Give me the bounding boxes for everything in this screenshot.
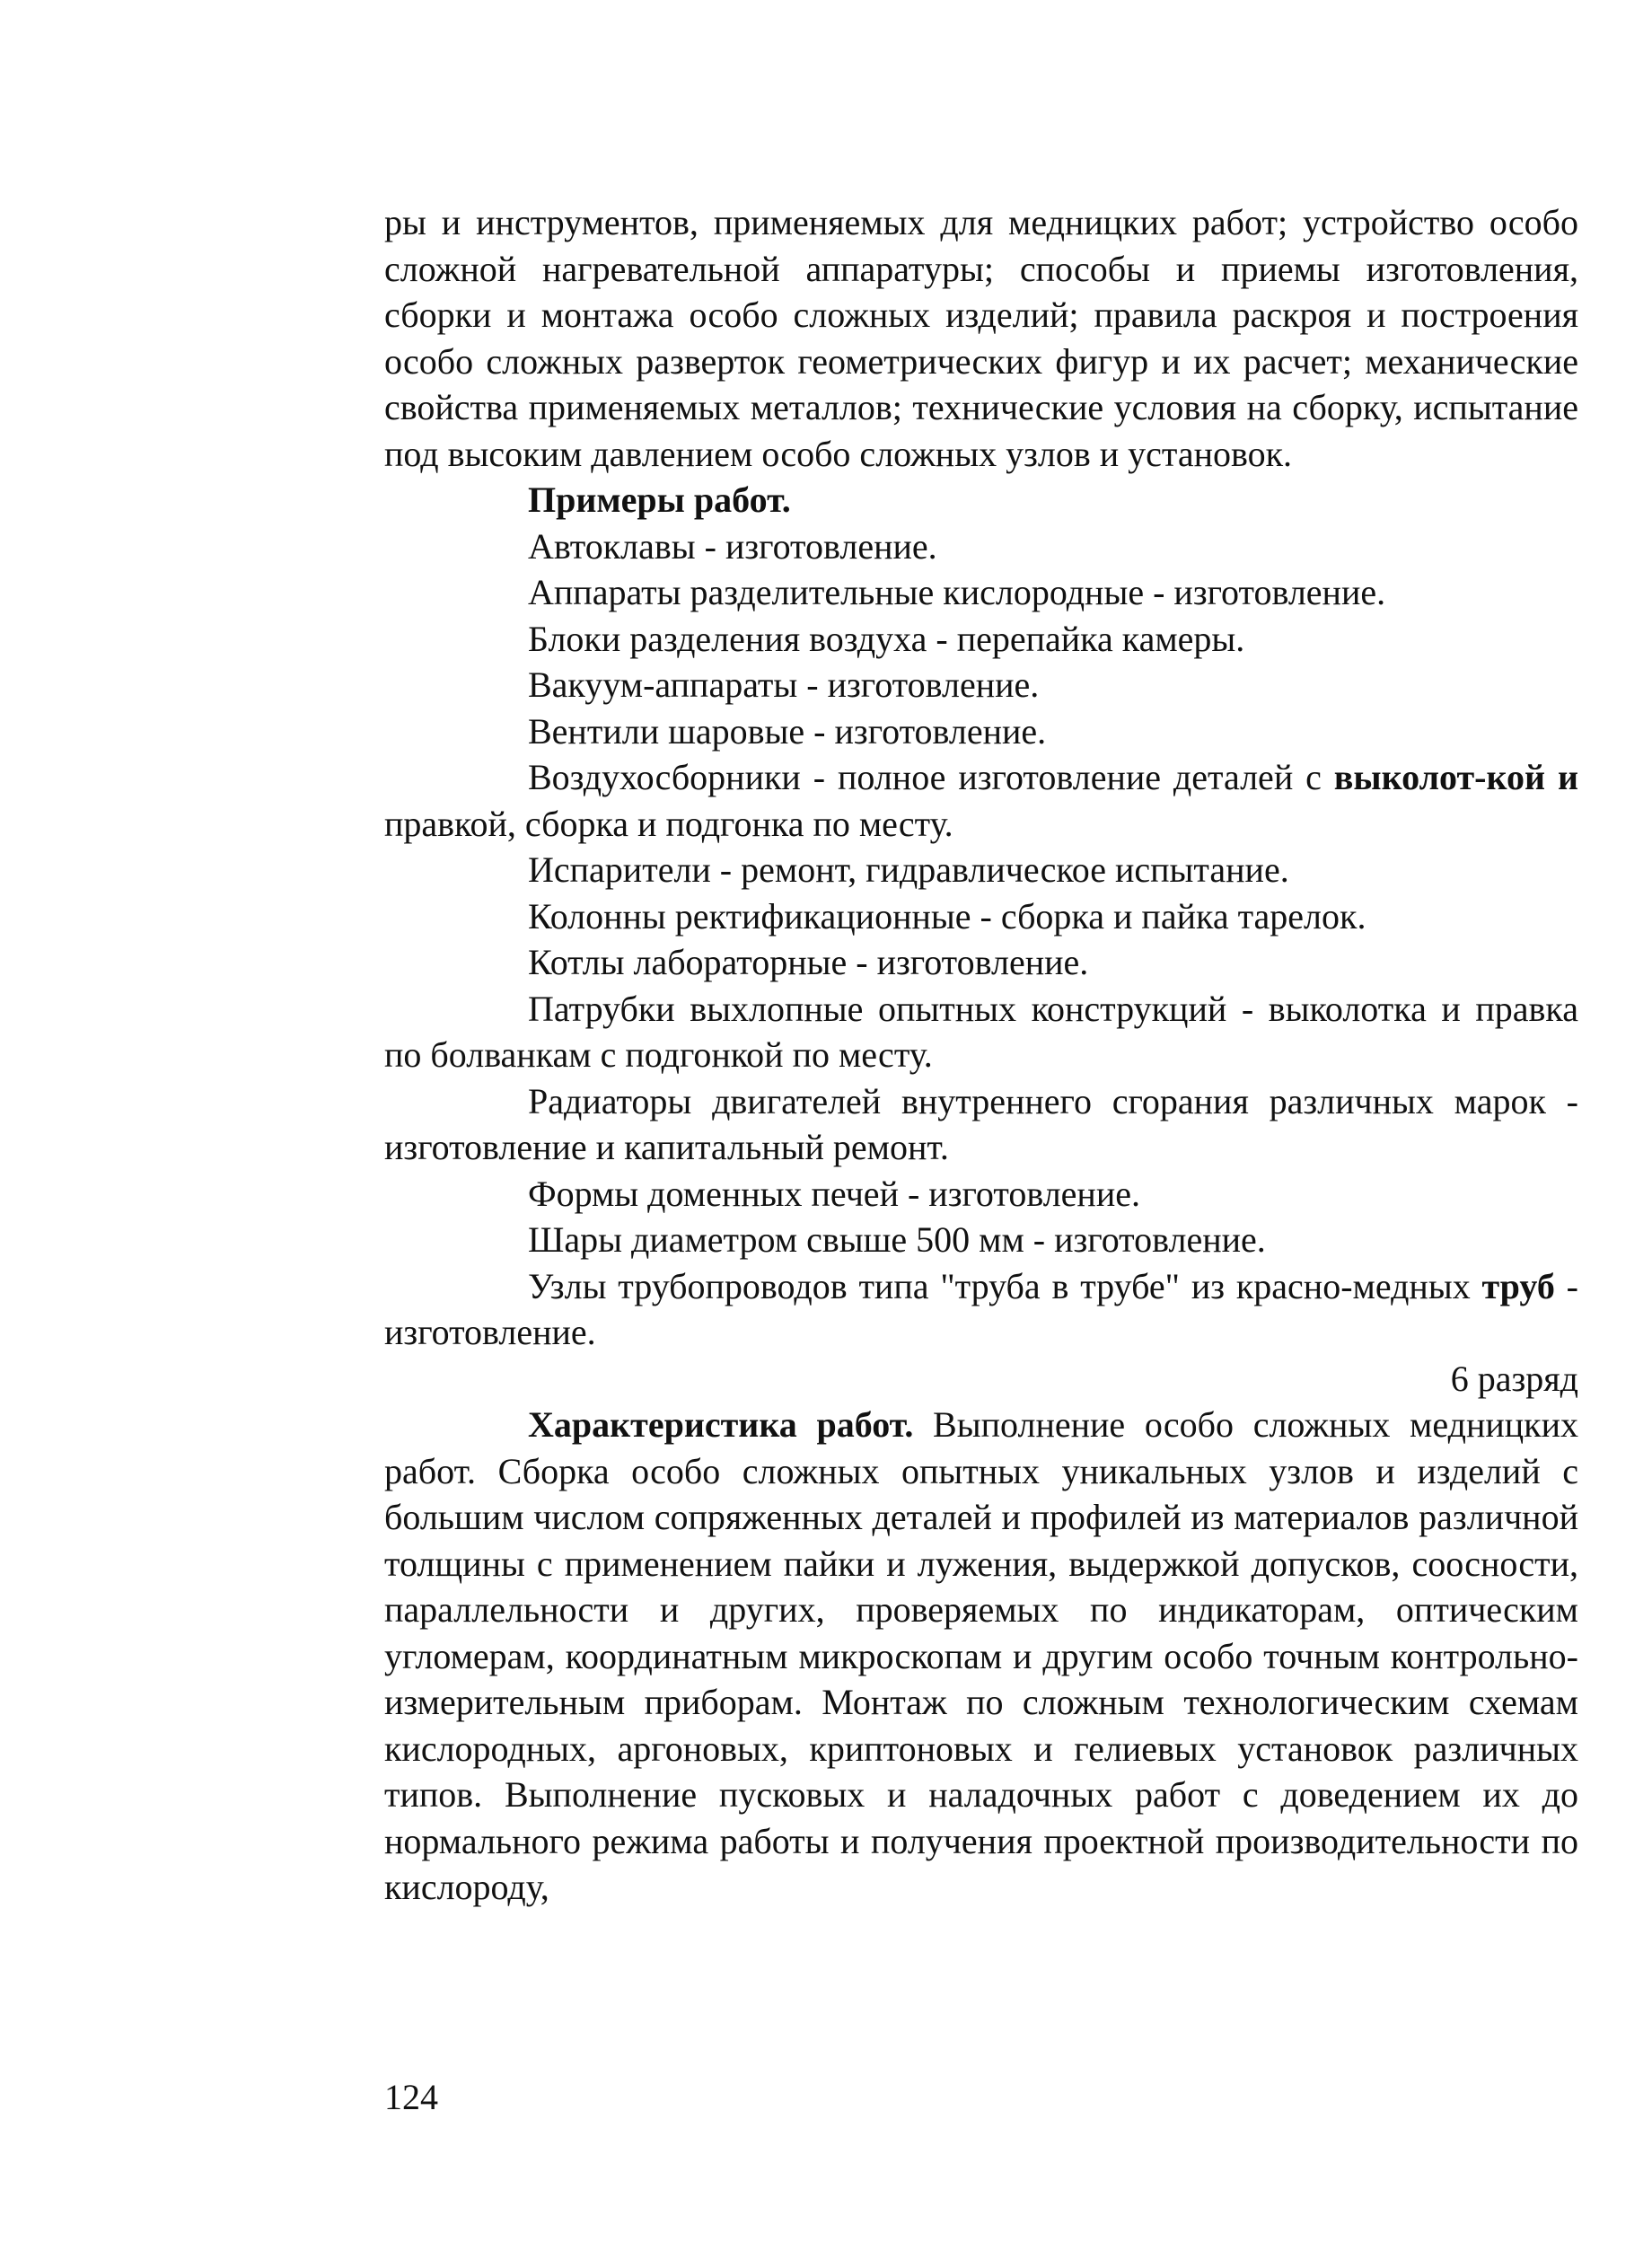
example-item: Вентили шаровые - изготовление. [528, 710, 1047, 752]
example-bold-text: труб [1481, 1265, 1555, 1306]
example-item: Колонны ректификационные - сборка и пайка тарелок. [528, 895, 1366, 937]
example-item: Испарители - ремонт, гидравлическое испытание. [528, 849, 1289, 890]
example-text: - изготовление. [384, 1265, 1578, 1352]
example-text: правкой, сборка и подгонка по месту. [384, 803, 953, 844]
characteristics-text: Выполнение особо сложных медницких работ. Сборка особо сложных опытных уникальных узлов и изделий с большим числом сопряженных деталей и профилей из материалов различной толщины с применением пайки и лужения, выдержкой допусков, соосности, параллельности и других, проверяемых по индикаторам, оптическим угломерам, координатным микроскопам и другим особо точным контрольно-измерительным приборам. Монтаж по сложным технологическим схемам кислородных, аргоновых, криптоновых и гелиевых установок различных типов. Выполнение пусковых и наладочных работ с доведением их до нормального режима работы и получения проектной производительности по кислороду, [384, 1404, 1578, 1907]
page-body [384, 199, 1578, 1911]
example-item: Формы доменных печей - изготовление. [528, 1173, 1140, 1214]
example-item: Шары диаметром свыше 500 мм - изготовление. [528, 1219, 1266, 1260]
example-bold-text: выколот-кой и [1333, 757, 1579, 797]
continuation-paragraph: ры и инструментов, применяемых для медницких работ; устройство особо сложной нагревательной аппаратуры; способы и приемы изготовления, сборки и монтажа особо сложных изделий; правила раскроя и построения особо сложных разверток геометрических фигур и их расчет; механические свойства применяемых металлов; технические условия на сборку, испытание под высоким давлением особо сложных узлов и установок. [384, 202, 1578, 474]
example-item: Вакуум-аппараты - изготовление. [528, 664, 1040, 705]
example-item-uzly [384, 1263, 1578, 1356]
example-paragraph: Радиаторы двигателей внутреннего сгорания различных марок - изготовление и капитальный ремонт. [384, 1080, 1578, 1167]
example-item: Аппараты разделительные кислородные - изготовление. [528, 572, 1386, 612]
characteristics-paragraph [384, 1402, 1578, 1911]
example-item: Блоки разделения воздуха - перепайка камеры. [528, 618, 1245, 659]
example-item-vozdukhosborniki [384, 754, 1578, 847]
example-item: Автоклавы - изготовление. [528, 525, 937, 567]
example-text: Узлы трубопроводов типа "труба в трубе" из красно-медных [528, 1265, 1482, 1306]
examples-heading: Примеры работ. [528, 479, 791, 520]
page-number: 124 [384, 2077, 438, 2117]
characteristics-heading: Характеристика работ. [528, 1404, 914, 1445]
example-item: Котлы лабораторные - изготовление. [528, 942, 1089, 982]
rank-label: 6 разряд [1450, 1358, 1578, 1399]
example-paragraph: Патрубки выхлопные опытных конструкций - выколотка и правка по болванкам с подгонкой по месту. [384, 988, 1578, 1075]
example-text: Воздухосборники - полное изготовление деталей с [528, 757, 1334, 797]
